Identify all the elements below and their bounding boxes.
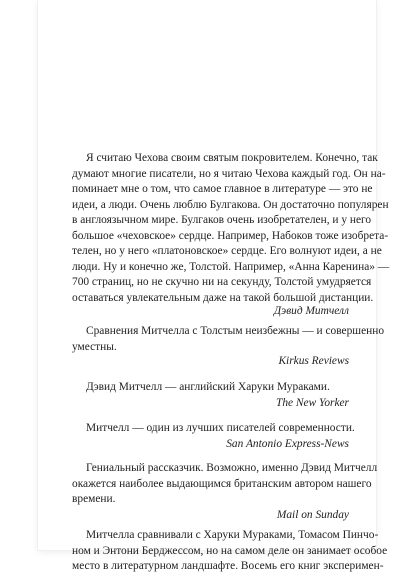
quote-line: Сравнения Митчелла с Толстым неизбежны — и совершенно: [86, 325, 385, 337]
quote-line: идеи, а люди. Очень люблю Булгакова. Он достаточно популярен: [72, 198, 389, 211]
quote-line: Митчелла сравнивали с Харуки Мураками, Томасом Пинчо-: [86, 529, 379, 541]
quote-line: люди. Ну и конечно же, Толстой. Например, «Анна Каренина» —: [72, 260, 390, 273]
quote-line: оставаться увлекательным даже на такой большой дистанции.: [72, 291, 374, 304]
quote-line: Гениальный рассказчик. Возможно, именно Дэвид Митчелл: [86, 462, 378, 474]
quote-source: The New Yorker: [276, 397, 349, 409]
quote-comparison: [72, 528, 388, 575]
quote-source: San Antonio Express-News: [226, 438, 349, 450]
quote-source: Дэвид Митчелл: [273, 305, 349, 317]
book-page: [38, 0, 390, 572]
quote-line: телен, но у него «платоновское» сердце. Его волнуют идеи, а не: [72, 245, 382, 257]
quote-line: ном и Энтони Берджессом, но на самом деле он занимает особое: [72, 544, 388, 557]
quote-line: поминает мне о том, что самое главное в литературе — это не: [72, 183, 373, 195]
quote-line: окажется наиболее выдающимся британским автором нашего: [72, 477, 372, 490]
quote-line: в англоязычном мире. Булгаков очень изобретателен, и у него: [72, 214, 372, 226]
quote-chekhov: [72, 151, 390, 306]
quote-mail-on-sunday: [72, 461, 378, 508]
quote-kirkus: [72, 324, 385, 355]
quote-line: Я считаю Чехова своим святым покровителем. Конечно, так: [86, 152, 378, 164]
quote-line: уместны.: [72, 340, 117, 353]
quote-line: 700 страниц, но не скучно ни на секунду, Толстой умудряется: [72, 276, 372, 288]
quote-san-antonio: [72, 421, 355, 437]
quote-source: Kirkus Reviews: [278, 355, 349, 367]
quote-line: большое «чеховское» сердце. Например, Набоков тоже изобрета-: [72, 229, 389, 242]
quote-line: Дэвид Митчелл — английский Харуки Мураками.: [86, 381, 330, 393]
quote-line: времени.: [72, 493, 116, 505]
quote-line: место в литературном ландшафте. Восемь его книг эксперимен-: [72, 560, 384, 572]
quote-source: Mail on Sunday: [276, 509, 349, 521]
quote-line: Митчелл — один из лучших писателей современности.: [86, 422, 355, 434]
quote-new-yorker: [72, 380, 349, 396]
quote-line: думают многие писатели, но я читаю Чехова каждый год. Он на-: [72, 167, 386, 180]
